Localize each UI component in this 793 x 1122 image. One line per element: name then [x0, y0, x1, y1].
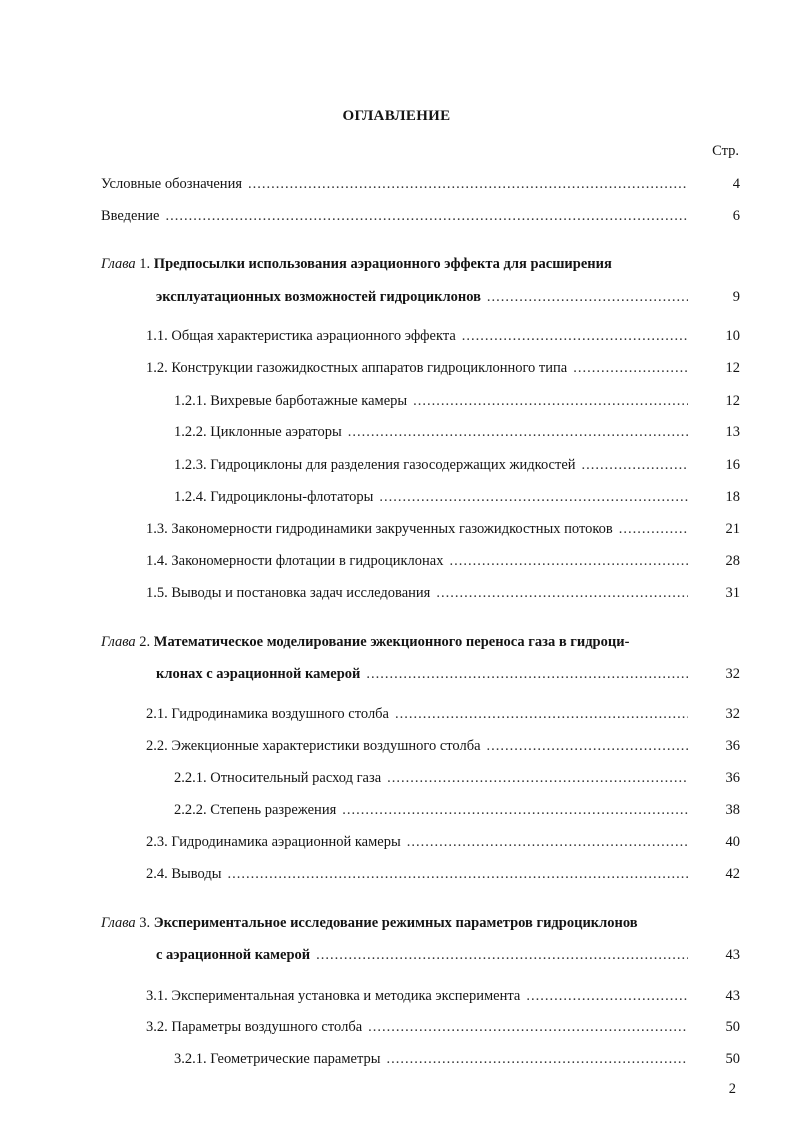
leader-dots	[487, 735, 688, 757]
toc-entry-label: 1.2.1. Вихревые барботажные камеры	[174, 393, 408, 409]
toc-entry[interactable]	[146, 325, 690, 347]
leader-dots	[413, 390, 688, 412]
toc-entry[interactable]	[174, 1048, 690, 1070]
chapter-number: 2.	[139, 634, 151, 650]
toc-page-number: 31	[725, 585, 740, 601]
leader-dots	[450, 550, 689, 572]
toc-page-number: 13	[725, 424, 740, 440]
toc-entry-label: 3.2.1. Геометрические параметры	[174, 1051, 381, 1067]
toc-entry-label: 2.2. Эжекционные характеристики воздушного столба	[146, 738, 481, 754]
leader-dots	[386, 1048, 688, 1070]
toc-entry[interactable]	[156, 944, 690, 966]
leader-dots	[619, 518, 688, 540]
page-title: ОГЛАВЛЕНИЕ	[342, 108, 451, 124]
toc-page-number: 40	[725, 834, 740, 850]
toc-entry-label: 2.4. Выводы	[146, 866, 222, 882]
toc-entry-label: 1.2. Конструкции газожидкостных аппаратов гидроциклонного типа	[146, 360, 568, 376]
leader-dots	[228, 863, 689, 885]
toc-page-number: 18	[725, 489, 740, 505]
chapter-heading[interactable]	[101, 253, 612, 275]
leader-dots	[387, 767, 688, 789]
leader-dots	[526, 985, 688, 1007]
toc-entry-label: Условные обозначения	[101, 176, 242, 192]
chapter-prefix: Глава	[101, 634, 136, 650]
toc-page-number: 28	[725, 553, 740, 569]
toc-entry[interactable]	[146, 863, 690, 885]
leader-dots	[368, 1016, 688, 1038]
toc-entry-label: 1.4. Закономерности флотации в гидроциклонах	[146, 553, 444, 569]
chapter-number: 3.	[139, 915, 151, 931]
toc-entry-label: 3.1. Экспериментальная установка и методика эксперимента	[146, 988, 521, 1004]
toc-page-number: 50	[725, 1019, 740, 1035]
chapter-title-continued: клонах с аэрационной камерой	[156, 666, 361, 682]
toc-entry[interactable]	[174, 799, 690, 821]
toc-entry-label: 1.2.2. Циклонные аэраторы	[174, 424, 342, 440]
toc-page-number: 36	[725, 738, 740, 754]
toc-page-number: 10	[725, 328, 740, 344]
toc-entry[interactable]	[146, 985, 690, 1007]
toc-entry-label: 1.1. Общая характеристика аэрационного эффекта	[146, 328, 456, 344]
toc-entry-label: 1.5. Выводы и постановка задач исследования	[146, 585, 431, 601]
toc-entry-label: 2.1. Гидродинамика воздушного столба	[146, 706, 389, 722]
chapter-heading[interactable]	[101, 912, 638, 934]
toc-page-number: 43	[725, 947, 740, 963]
chapter-prefix: Глава	[101, 915, 136, 931]
toc-entry-label: 1.2.3. Гидроциклоны для разделения газосодержащих жидкостей	[174, 457, 576, 473]
toc-entry[interactable]	[174, 767, 690, 789]
toc-page-number: 43	[725, 988, 740, 1004]
chapter-title: Экспериментальное исследование режимных параметров гидроциклонов	[153, 915, 638, 931]
leader-dots	[407, 831, 688, 853]
toc-entry[interactable]	[101, 173, 690, 195]
leader-dots	[379, 486, 688, 508]
leader-dots	[462, 325, 688, 347]
toc-entry[interactable]	[146, 582, 690, 604]
toc-page-number: 16	[725, 457, 740, 473]
toc-entry[interactable]	[101, 205, 690, 227]
toc-page-number: 42	[725, 866, 740, 882]
toc-entry-label: 2.2.1. Относительный расход газа	[174, 770, 382, 786]
chapter-title: Предпосылки использования аэрационного эффекта для расширения	[153, 256, 612, 272]
toc-entry[interactable]	[156, 286, 690, 308]
toc-entry[interactable]	[146, 703, 690, 725]
toc-entry-label: 2.2.2. Степень разрежения	[174, 802, 337, 818]
chapter-number: 1.	[139, 256, 151, 272]
leader-dots	[348, 421, 688, 443]
toc-page-number: 36	[725, 770, 740, 786]
toc-entry-label: 3.2. Параметры воздушного столба	[146, 1019, 363, 1035]
toc-page-number: 21	[725, 521, 740, 537]
toc-entry[interactable]	[156, 663, 690, 685]
toc-page-number: 38	[725, 802, 740, 818]
toc-page-number: 50	[725, 1051, 740, 1067]
page-number: 2	[728, 1081, 736, 1097]
leader-dots	[582, 454, 688, 476]
toc-page-number: 9	[732, 289, 740, 305]
toc-entry[interactable]	[146, 550, 690, 572]
leader-dots	[573, 357, 688, 379]
toc-entry[interactable]	[146, 831, 690, 853]
toc-page-number: 4	[732, 176, 740, 192]
toc-page-number: 32	[725, 666, 740, 682]
leader-dots	[395, 703, 688, 725]
page-column-header: Стр.	[712, 143, 739, 159]
toc-entry[interactable]	[174, 421, 690, 443]
leader-dots	[248, 173, 688, 195]
toc-page-number: 12	[725, 393, 740, 409]
toc-page-number: 32	[725, 706, 740, 722]
toc-entry[interactable]	[146, 1016, 690, 1038]
toc-entry[interactable]	[174, 390, 690, 412]
chapter-heading[interactable]	[101, 631, 629, 653]
leader-dots	[436, 582, 688, 604]
toc-page-number: 12	[725, 360, 740, 376]
chapter-title: Математическое моделирование эжекционного переноса газа в гидроци-	[153, 634, 630, 650]
leader-dots	[342, 799, 688, 821]
chapter-title-continued: с аэрационной камерой	[156, 947, 311, 963]
toc-entry[interactable]	[146, 735, 690, 757]
toc-entry[interactable]	[146, 518, 690, 540]
toc-entry-label: 1.2.4. Гидроциклоны-флотаторы	[174, 489, 374, 505]
toc-page-number: 6	[732, 208, 740, 224]
toc-entry[interactable]	[174, 454, 690, 476]
toc-entry[interactable]	[174, 486, 690, 508]
leader-dots	[165, 205, 688, 227]
toc-entry[interactable]	[146, 357, 690, 379]
leader-dots	[316, 944, 688, 966]
leader-dots	[366, 663, 688, 685]
toc-entry-label: Введение	[101, 208, 160, 224]
leader-dots	[487, 286, 688, 308]
toc-entry-label: 1.3. Закономерности гидродинамики закрученных газожидкостных потоков	[146, 521, 613, 537]
chapter-title-continued: эксплуатационных возможностей гидроциклонов	[156, 289, 481, 305]
chapter-prefix: Глава	[101, 256, 136, 272]
toc-entry-label: 2.3. Гидродинамика аэрационной камеры	[146, 834, 401, 850]
